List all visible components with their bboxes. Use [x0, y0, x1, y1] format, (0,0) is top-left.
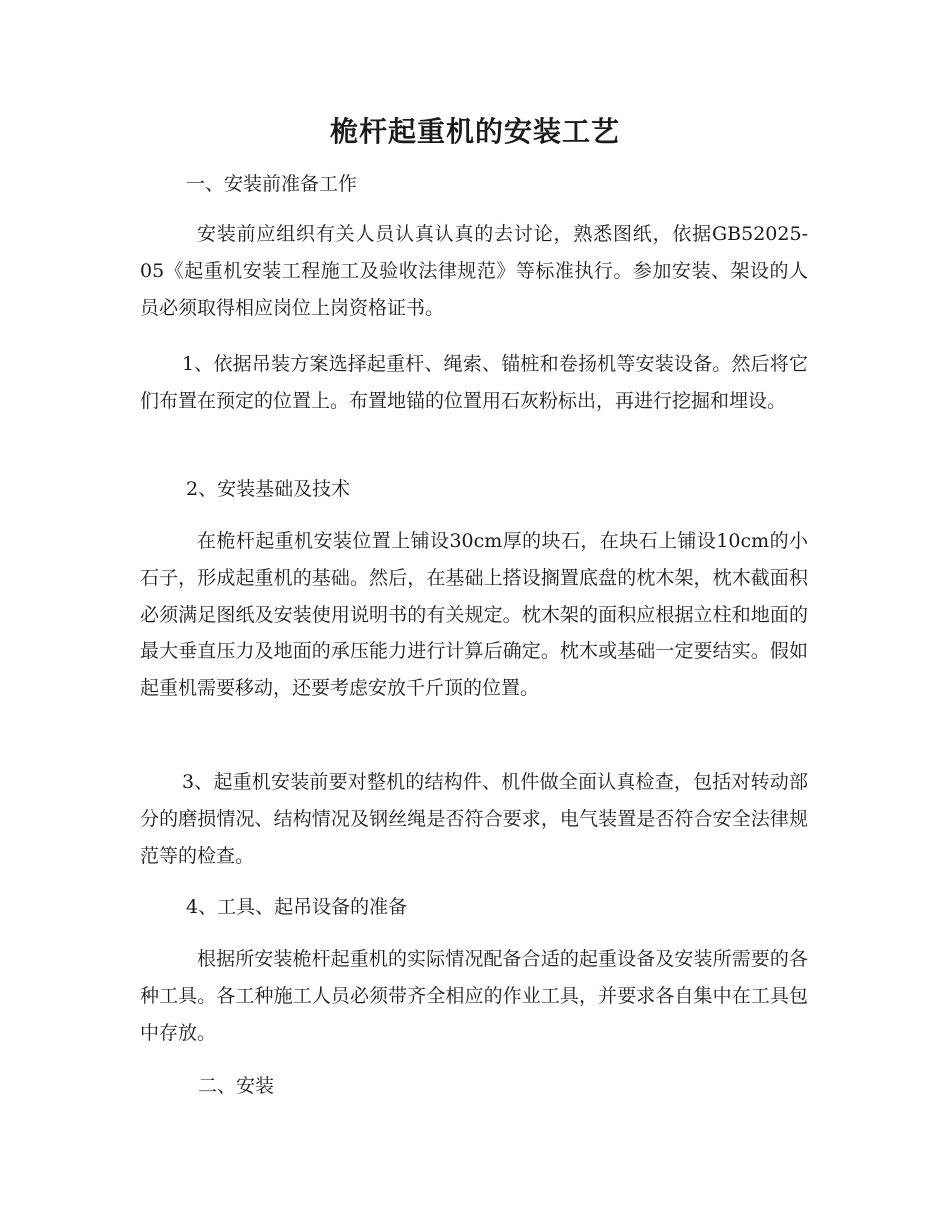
subheading-item-2: 2、安装基础及技术 — [186, 478, 351, 500]
paragraph-item-2-body: 在桅杆起重机安装位置上铺设30cm厚的块石，在块石上铺设10cm的小石子，形成起重机的基础。然后，在基础上搭设搁置底盘的枕木架，枕木截面积必须满足图纸及安装使用说明书的有关规定。枕木架的面积应根据立柱和地面的最大垂直压力及地面的承压能力进行计算后确定。枕木或基础一定要结实。假如起重机需要移动，还要考虑安放千斤顶的位置。 — [140, 530, 808, 700]
section-heading-installation: 二、安装 — [198, 1075, 275, 1097]
paragraph-intro: 安装前应组织有关人员认真认真的去讨论，熟悉图纸，依据GB52025-05《起重机安装工程施工及验收法律规范》等标准执行。参加安装、架设的人员必须取得相应岗位上岗资格证书。 — [140, 223, 808, 319]
document-title: 桅杆起重机的安装工艺 — [329, 115, 620, 148]
subheading-item-4: 4、工具、起吊设备的准备 — [186, 896, 408, 918]
paragraph-item-3: 3、起重机安装前要对整机的结构件、机件做全面认真检查，包括对转动部分的磨损情况、结构情况及钢丝绳是否符合要求，电气装置是否符合安全法律规范等的检查。 — [140, 771, 808, 867]
section-heading-preparation: 一、安装前准备工作 — [186, 173, 358, 195]
paragraph-item-1: 1、依据吊装方案选择起重杆、绳索、锚桩和卷扬机等安装设备。然后将它们布置在预定的位置上。布置地锚的位置用石灰粉标出，再进行挖掘和埋设。 — [140, 353, 808, 412]
paragraph-item-4-body: 根据所安装桅杆起重机的实际情况配备合适的起重设备及安装所需要的各种工具。各工种施工人员必须带齐全相应的作业工具，并要求各自集中在工具包中存放。 — [140, 948, 808, 1044]
